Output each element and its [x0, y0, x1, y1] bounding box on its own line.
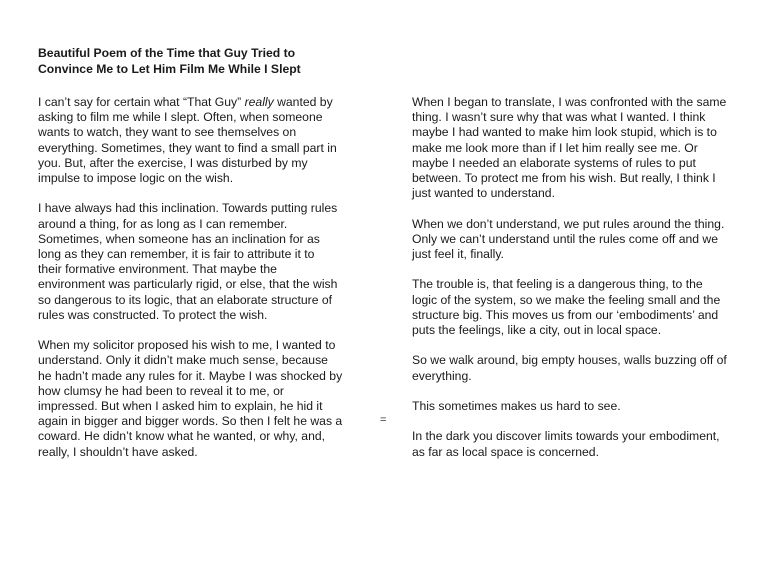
paragraph [38, 338, 378, 460]
text-line: everything. [412, 368, 472, 383]
text-line: I have always had this inclination. Towards putting rules [38, 201, 338, 216]
text-line: you. But, after the exercise, I was disturbed by my [38, 155, 308, 170]
text-segment: wanted by [273, 95, 333, 109]
text-line: Only we can’t understand until the rules come off and we [412, 231, 718, 246]
text-line: as far as local space is concerned. [412, 444, 599, 459]
paragraph [38, 201, 378, 323]
text-line: In the dark you discover limits towards your embodiment, [412, 429, 720, 444]
text-line: When I began to translate, I was confronted with the same [412, 95, 727, 109]
text-line: puts the feelings, like a city, out in local space. [412, 323, 662, 338]
paragraph [412, 217, 752, 263]
text-line: thing. I wasn’t sure why that was what I wanted. I think [412, 110, 706, 125]
text-line: rules was constructed. To protect the wish. [38, 307, 268, 322]
text-line: coward. He didn’t know what he wanted, or why, and, [38, 429, 326, 444]
text-line: understand. Only it didn’t make much sense, because [38, 353, 328, 368]
text-line: impressed. But when I asked him to explain, he hid it [38, 399, 323, 414]
text-line: impulse to impose logic on the wish. [38, 171, 234, 186]
text-line: asking to film me while I slept. Often, when someone [38, 110, 323, 125]
text-line: Sometimes, when someone has an inclination for as [38, 231, 320, 246]
paragraph [412, 353, 752, 383]
column-divider-mark: = [380, 414, 387, 426]
text-line: between. To protect me from his wish. But really, I think I [412, 171, 716, 186]
text-line: really, I shouldn’t have asked. [38, 444, 198, 459]
text-line: he hadn’t made any rules for it. Maybe I was shocked by [38, 368, 343, 383]
text-line: When my solicitor proposed his wish to me, I wanted to [38, 338, 336, 353]
text-line: make me look more than if I let him really see me. Or [412, 140, 698, 155]
text-line: The trouble is, that feeling is a dangerous thing, to the [412, 277, 703, 292]
text-line: structure big. This moves us from our ‘embodiments’ and [412, 307, 719, 322]
text-segment: I can’t say for certain what “That Guy” [38, 95, 245, 109]
text-line: maybe I had wanted to make him look stupid, which is to [412, 125, 717, 140]
text-line: around a thing, for as long as I can remember. [38, 216, 288, 231]
title-line: Convince Me to Let Him Film Me While I Slept [38, 62, 301, 76]
text-line: logic of the system, so we make the feeling small and the [412, 292, 721, 307]
emphasis-text: really [244, 95, 274, 109]
text-line: wants to watch, they want to see themselves on [38, 125, 297, 140]
text-line: So we walk around, big empty houses, walls buzzing off of [412, 353, 727, 368]
text-line: This sometimes makes us hard to see. [412, 399, 621, 413]
paragraph [412, 399, 752, 414]
text-line: long as they can remember, it is fair to attribute it to [38, 247, 315, 262]
paragraph [38, 95, 378, 186]
paragraph [412, 429, 752, 459]
text-line [38, 95, 378, 110]
text-line: how clumsy he had been to reveal it to me, or [38, 383, 284, 398]
title-line: Beautiful Poem of the Time that Guy Tried to [38, 46, 296, 60]
right-text-column [412, 95, 752, 475]
text-line: environment was particularly rigid, or else, that the wish [38, 277, 338, 292]
text-line: just wanted to understand. [412, 186, 555, 201]
text-line: again in bigger and bigger words. So then I felt he was a [38, 414, 343, 429]
text-line: their formative environment. That maybe the [38, 262, 277, 277]
text-line: everything. Sometimes, they want to find a small part in [38, 140, 337, 155]
text-line: so dangerous to its logic, that an elaborate structure of [38, 292, 333, 307]
text-line: When we don’t understand, we put rules around the thing. [412, 216, 725, 231]
paragraph [412, 277, 752, 338]
text-line: just feel it, finally. [412, 247, 504, 262]
poem-title [38, 45, 368, 77]
text-line: maybe I needed an elaborate systems of rules to put [412, 155, 696, 170]
paragraph [412, 95, 752, 201]
left-text-column [38, 95, 378, 475]
